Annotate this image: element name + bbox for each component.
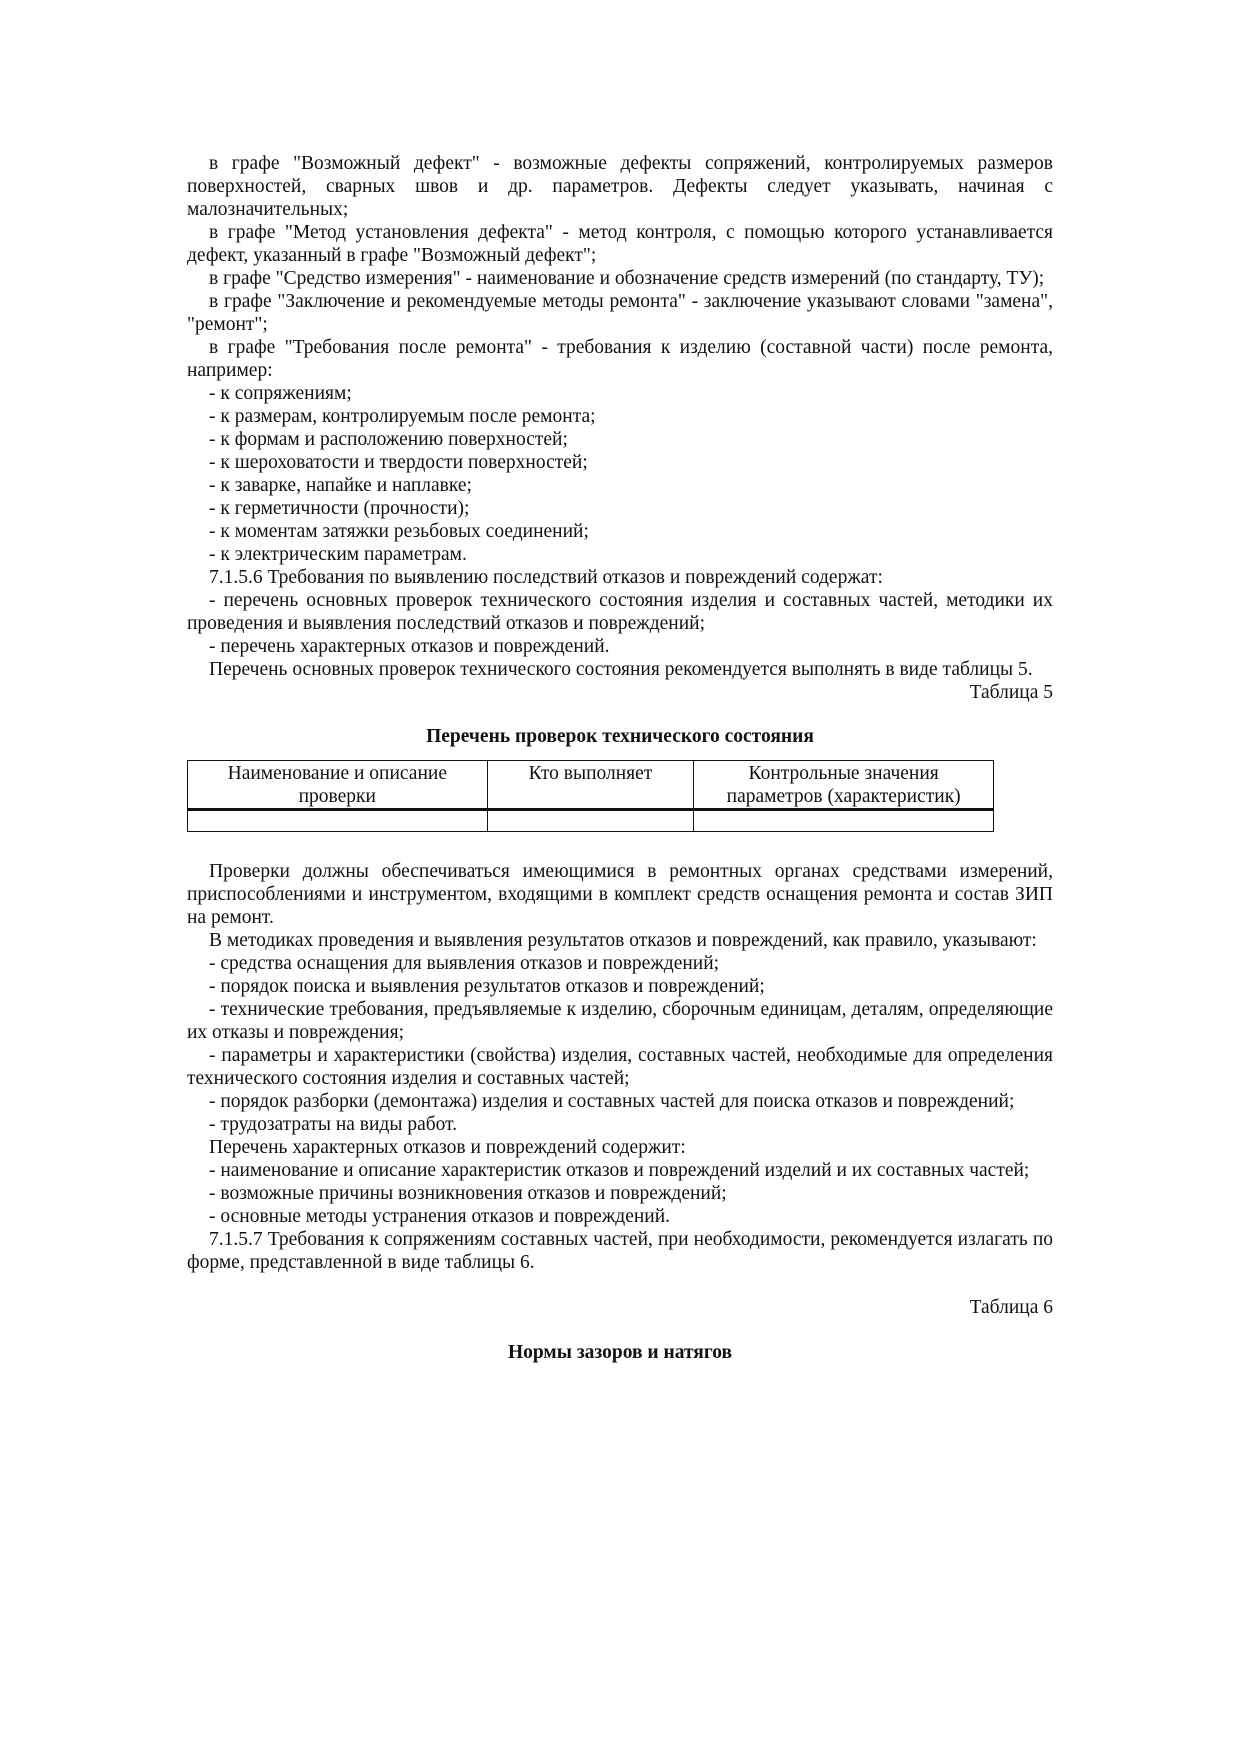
list-item: - к герметичности (прочности); bbox=[209, 498, 470, 519]
paragraph: в графе "Возможный дефект" - возможные дефекты сопряжений, контролируемых размеров поверхностей, сварных швов и др. параметров. Дефекты следует указывать, начиная с малозначительных; bbox=[187, 153, 1053, 220]
list-item: - технические требования, предъявляемые к изделию, сборочным единицам, деталям, определяющие их отказы и повреждения; bbox=[187, 999, 1053, 1043]
list-item: - порядок разборки (демонтажа) изделия и составных частей для поиска отказов и повреждений; bbox=[209, 1091, 1015, 1112]
paragraph: Перечень характерных отказов и повреждений содержит: bbox=[209, 1137, 686, 1158]
paragraphs-block-2 bbox=[187, 860, 1053, 1274]
paragraph: в графе "Требования после ремонта" - требования к изделию (составной части) после ремонта, например: bbox=[187, 337, 1053, 381]
list-item: - перечень характерных отказов и повреждений. bbox=[209, 636, 610, 657]
list-item: - трудозатраты на виды работ. bbox=[209, 1114, 458, 1135]
document-page bbox=[187, 152, 1053, 1364]
table6-caption: Таблица 6 bbox=[969, 1297, 1053, 1318]
list-item: - к сопряжениям; bbox=[209, 383, 352, 404]
list-item: - к заварке, напайке и наплавке; bbox=[209, 475, 472, 496]
section-heading-7-1-5-7: 7.1.5.7 Требования к сопряжениям составных частей, при необходимости, рекомендуется излагать по форме, представленной в виде таблицы 6. bbox=[187, 1229, 1053, 1273]
table5-header-row bbox=[188, 761, 994, 810]
list-item: - к размерам, контролируемым после ремонта; bbox=[209, 406, 596, 427]
section-heading-7-1-5-6: 7.1.5.6 Требования по выявлению последствий отказов и повреждений содержат: bbox=[209, 567, 883, 588]
paragraph: в графе "Заключение и рекомендуемые методы ремонта" - заключение указывают словами "замена", "ремонт"; bbox=[187, 291, 1053, 335]
paragraph: в графе "Средство измерения" - наименование и обозначение средств измерений (по стандарту, ТУ); bbox=[209, 268, 1045, 289]
paragraph: в графе "Метод установления дефекта" - метод контроля, с помощью которого устанавливается дефект, указанный в графе "Возможный дефект"; bbox=[187, 222, 1053, 266]
paragraph: Проверки должны обеспечиваться имеющимися в ремонтных органах средствами измерений, приспособлениями и инструментом, входящими в комплект средств оснащения ремонта и состав ЗИП на ремонт. bbox=[187, 861, 1053, 928]
table5-header-cell: Наименование и описание проверки bbox=[188, 761, 488, 810]
table5-title: Перечень проверок технического состояния bbox=[426, 726, 814, 747]
list-item: - основные методы устранения отказов и повреждений. bbox=[209, 1206, 671, 1227]
list-item: - наименование и описание характеристик отказов и повреждений изделий и их составных частей; bbox=[209, 1160, 1030, 1181]
list-item: - к шероховатости и твердости поверхностей; bbox=[209, 452, 588, 473]
list-item: - средства оснащения для выявления отказов и повреждений; bbox=[209, 953, 720, 974]
table5-cell bbox=[694, 810, 994, 832]
list-item: - параметры и характеристики (свойства) изделия, составных частей, необходимые для определения технического состояния изделия и составных частей; bbox=[187, 1045, 1053, 1089]
list-item: - перечень основных проверок технического состояния изделия и составных частей, методики их проведения и выявления последствий отказов и повреждений; bbox=[187, 590, 1053, 634]
table5 bbox=[187, 760, 994, 832]
list-item: - порядок поиска и выявления результатов отказов и повреждений; bbox=[209, 976, 765, 997]
table-row bbox=[188, 810, 994, 832]
list-item: - к электрическим параметрам. bbox=[209, 544, 467, 565]
table5-cell bbox=[188, 810, 488, 832]
paragraph: В методиках проведения и выявления результатов отказов и повреждений, как правило, указывают: bbox=[209, 930, 1037, 951]
paragraph: Перечень основных проверок технического состояния рекомендуется выполнять в виде таблицы 5. bbox=[209, 659, 1033, 680]
table5-header-cell: Контрольные значения параметров (характеристик) bbox=[694, 761, 994, 810]
table5-cell bbox=[487, 810, 694, 832]
list-item: - к моментам затяжки резьбовых соединений; bbox=[209, 521, 589, 542]
table5-header-cell: Кто выполняет bbox=[487, 761, 694, 810]
list-item: - возможные причины возникновения отказов и повреждений; bbox=[209, 1183, 727, 1204]
table5-caption: Таблица 5 bbox=[969, 682, 1053, 703]
paragraphs-block-1 bbox=[187, 152, 1053, 681]
list-item: - к формам и расположению поверхностей; bbox=[209, 429, 568, 450]
table6-title: Нормы зазоров и натягов bbox=[507, 1342, 733, 1363]
